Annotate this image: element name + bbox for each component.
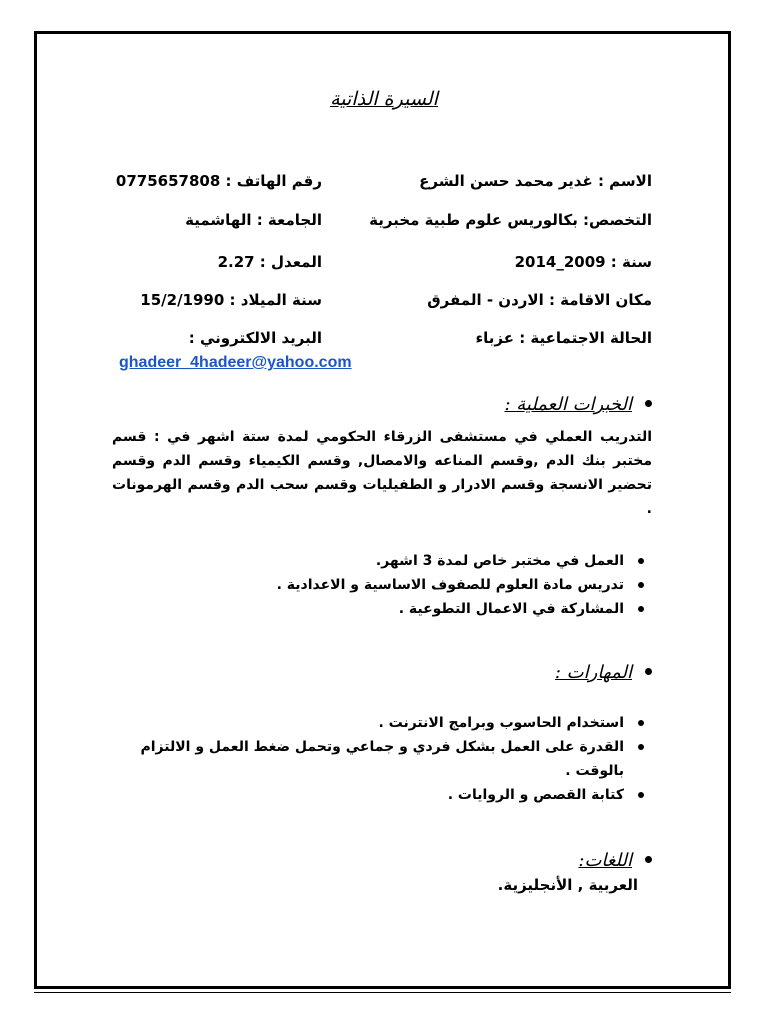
- bullet-icon: [638, 792, 644, 798]
- experience-heading: الخبرات العملية :: [504, 394, 652, 415]
- list-item: كتابة القصص و الروايات .: [92, 783, 652, 807]
- bullet-icon: [645, 668, 652, 675]
- skills-list: [92, 711, 652, 807]
- skills-heading: المهارات :: [555, 662, 652, 683]
- marital-field: الحالة الاجتماعية : عزباء: [475, 329, 652, 347]
- list-item: العمل في مختبر خاص لمدة 3 اشهر.: [92, 549, 652, 573]
- name-field: الاسم : غدير محمد حسن الشرع: [419, 172, 652, 190]
- bullet-icon: [638, 720, 644, 726]
- experience-list: [92, 549, 652, 621]
- birth-field: سنة الميلاد : 15/2/1990: [140, 291, 322, 309]
- bullet-icon: [638, 582, 644, 588]
- document-title: السيرة الذاتية: [330, 88, 438, 110]
- list-item: تدريس مادة العلوم للصفوف الاساسية و الاعدادية .: [92, 573, 652, 597]
- email-link[interactable]: ghadeer_4hadeer@yahoo.com: [119, 354, 352, 371]
- university-field: الجامعة : الهاشمية: [185, 211, 322, 229]
- major-field: التخصص: بكالوريس علوم طبية مخبرية: [369, 211, 652, 229]
- list-item: استخدام الحاسوب وبرامج الانترنت .: [92, 711, 652, 735]
- list-item: المشاركة في الاعمال التطوعية .: [92, 597, 652, 621]
- languages-heading: اللغات:: [578, 850, 652, 871]
- experience-intro: التدريب العملي في مستشفى الزرقاء الحكومي لمدة ستة اشهر في : قسم مختبر بنك الدم ,وقسم المناعه والامصال, وقسم الكيمياء وقسم الدم وقسم تحضير الانسجة وقسم الادرار و الطفيليات وقسم سحب الدم وقسم الهرمونات .: [112, 429, 652, 517]
- languages-value: العربية , الأنجليزية.: [497, 876, 638, 894]
- bullet-icon: [645, 856, 652, 863]
- bullet-icon: [638, 606, 644, 612]
- year-field: سنة : 2009_2014: [514, 253, 652, 271]
- list-item: القدرة على العمل بشكل فردي و جماعي وتحمل ضغط العمل و الالتزام بالوقت .: [92, 735, 652, 783]
- page-border-double-line: [34, 992, 731, 993]
- bullet-icon: [638, 744, 644, 750]
- bullet-icon: [645, 400, 652, 407]
- email-label: البريد الالكتروني :: [188, 329, 322, 347]
- residence-field: مكان الاقامة : الاردن - المفرق: [427, 291, 652, 309]
- gpa-field: المعدل : 2.27: [217, 253, 322, 271]
- bullet-icon: [638, 558, 644, 564]
- phone-field: رقم الهاتف : 0775657808: [115, 172, 322, 190]
